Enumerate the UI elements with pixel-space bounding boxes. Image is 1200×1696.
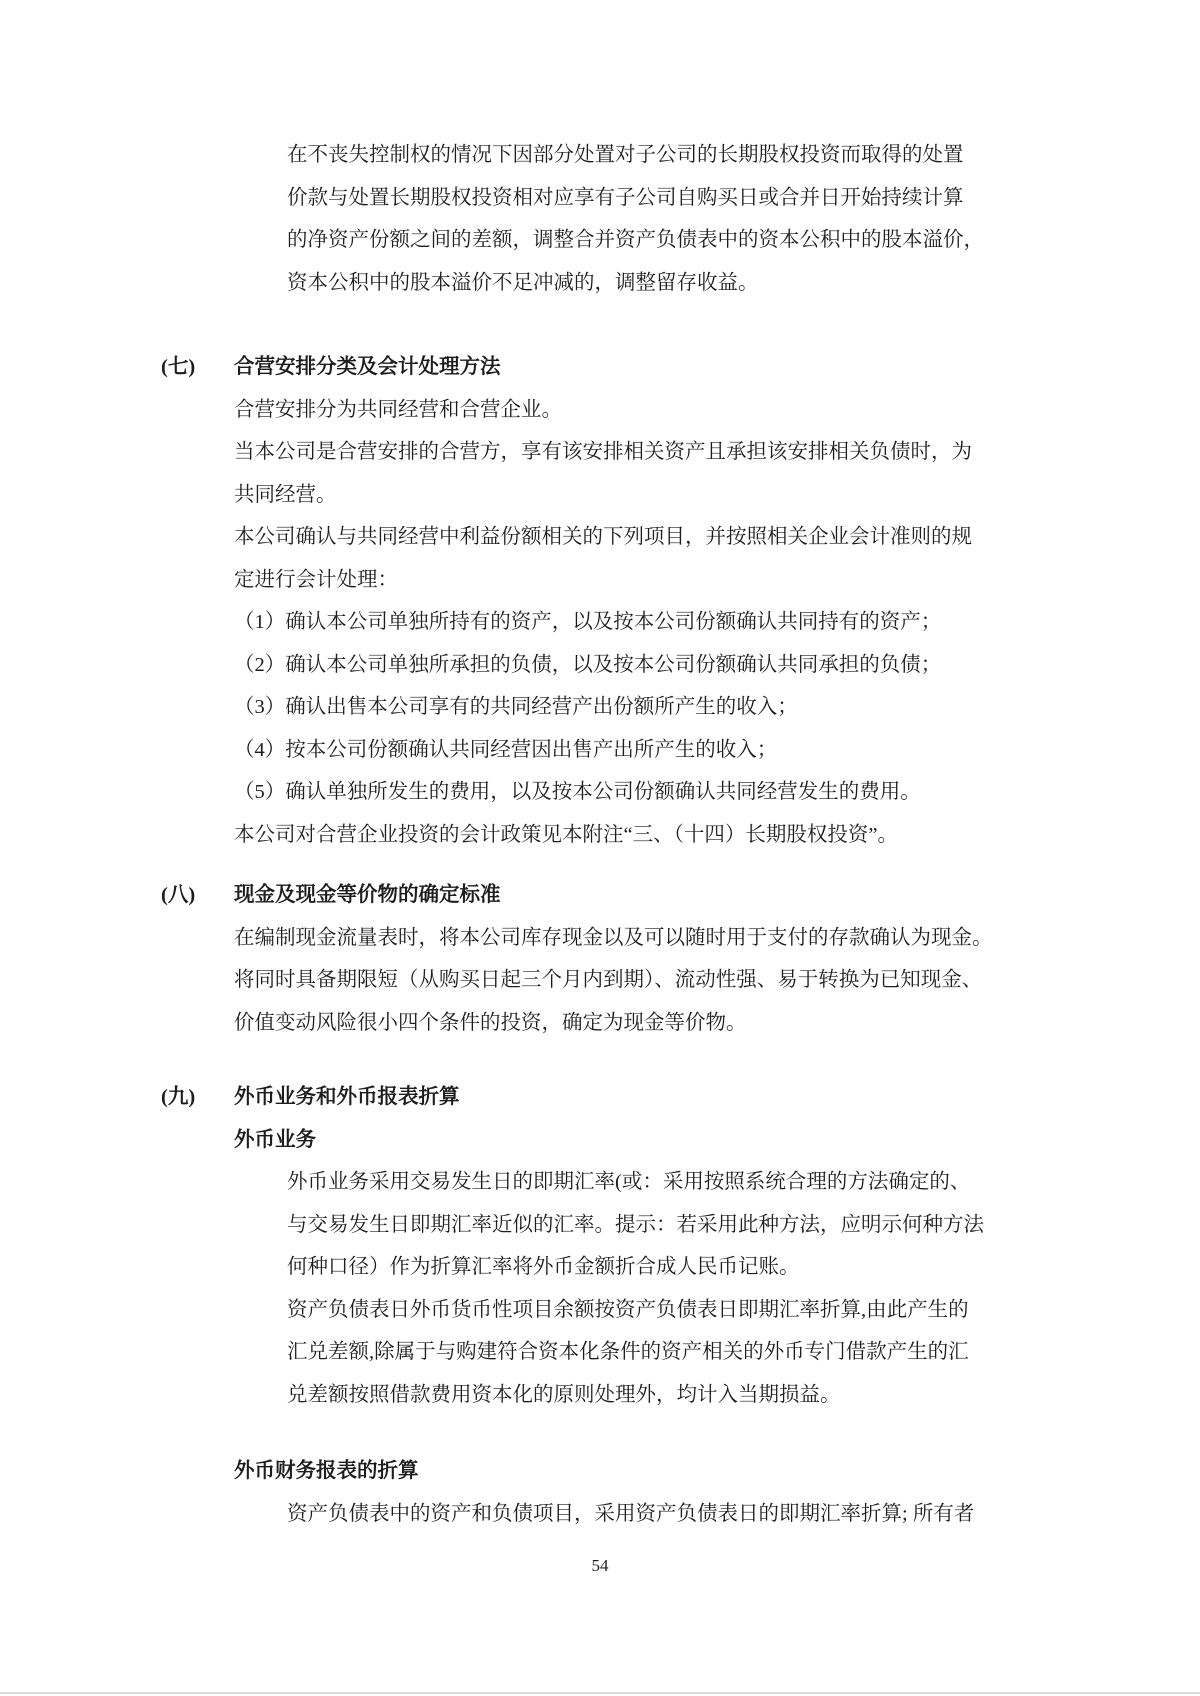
section-label: (七)	[161, 356, 196, 378]
section-label: (九)	[161, 1086, 196, 1108]
text-line: 将同时具备期限短（从购买日起三个月内到期）、流动性强、易于转换为已知现金、	[234, 969, 983, 991]
section-foreign-currency	[0, 1076, 1200, 1535]
list-item: （3）确认出售本公司享有的共同经营产出份额所产生的收入；	[234, 696, 798, 718]
text-line: 资本公积中的股本溢价不足冲减的，调整留存收益。	[287, 271, 759, 294]
text-line: 资产负债表中的资产和负债项目，采用资产负债表日的即期汇率折算; 所有者	[287, 1502, 975, 1525]
text-line: 当本公司是合营安排的合营方，享有该安排相关资产且承担该安排相关负债时，为	[234, 441, 972, 463]
subsection-title: 外币财务报表的折算	[234, 1460, 419, 1482]
section-joint-arrangements	[0, 346, 1200, 856]
list-item: （4）按本公司份额确认共同经营因出售产出所产生的收入；	[234, 738, 778, 761]
text-line: 本公司对合营企业投资的会计政策见本附注“三、（十四）长期股权投资”。	[234, 823, 898, 846]
text-line: 与交易发生日即期汇率近似的汇率。提示：若采用此种方法，应明示何种方法	[287, 1213, 984, 1236]
section-label: (八)	[161, 884, 196, 906]
section-heading	[0, 346, 1200, 389]
subsection-title: 外币业务	[234, 1128, 316, 1151]
intro-paragraph	[0, 134, 1200, 304]
list-item: （2）确认本公司单独所承担的负债，以及按本公司份额确认共同承担的负债；	[234, 653, 942, 676]
section-cash-equivalents	[0, 874, 1200, 1044]
text-line: 何种口径）作为折算汇率将外币金额折合成人民币记账。	[287, 1256, 800, 1278]
text-line: 价款与处置长期股权投资相对应享有子公司自购买日或合并日开始持续计算	[287, 186, 964, 209]
section-title: 合营安排分类及会计处理方法	[234, 356, 501, 378]
section-heading	[0, 1076, 1200, 1119]
list-item: （5）确认单独所发生的费用，以及按本公司份额确认共同经营发生的费用。	[234, 781, 921, 803]
section-title: 现金及现金等价物的确定标准	[234, 884, 501, 906]
page-number: 54	[591, 1556, 609, 1575]
text-line: 的净资产份额之间的差额，调整合并资产负债表中的资本公积中的股本溢价，	[287, 229, 984, 251]
text-line: 资产负债表日外币货币性项目余额按资产负债表日即期汇率折算,由此产生的	[287, 1298, 969, 1321]
text-line: 价值变动风险很小四个条件的投资，确定为现金等价物。	[234, 1011, 747, 1034]
text-line: 在编制现金流量表时，将本公司库存现金以及可以随时用于支付的存款确认为现金。	[234, 926, 993, 949]
scan-edge-line	[0, 1692, 1200, 1694]
text-line: 汇兑差额,除属于与购建符合资本化条件的资产相关的外币专门借款产生的汇	[287, 1341, 969, 1363]
text-line: 兑差额按照借款费用资本化的原则处理外，均计入当期损益。	[287, 1383, 841, 1406]
text-line: 本公司确认与共同经营中利益份额相关的下列项目，并按照相关企业会计准则的规	[234, 526, 972, 548]
section-heading	[0, 874, 1200, 917]
section-title: 外币业务和外币报表折算	[234, 1086, 460, 1108]
text-line: 定进行会计处理：	[234, 568, 398, 591]
text-line: 外币业务采用交易发生日的即期汇率(或：采用按照系统合理的方法确定的、	[287, 1171, 971, 1193]
text-line: 共同经营。	[234, 483, 337, 506]
text-line: 在不丧失控制权的情况下因部分处置对子公司的长期股权投资而取得的处置	[287, 144, 964, 166]
text-line: 合营安排分为共同经营和合营企业。	[234, 398, 562, 421]
list-item: （1）确认本公司单独所持有的资产，以及按本公司份额确认共同持有的资产；	[234, 611, 942, 633]
